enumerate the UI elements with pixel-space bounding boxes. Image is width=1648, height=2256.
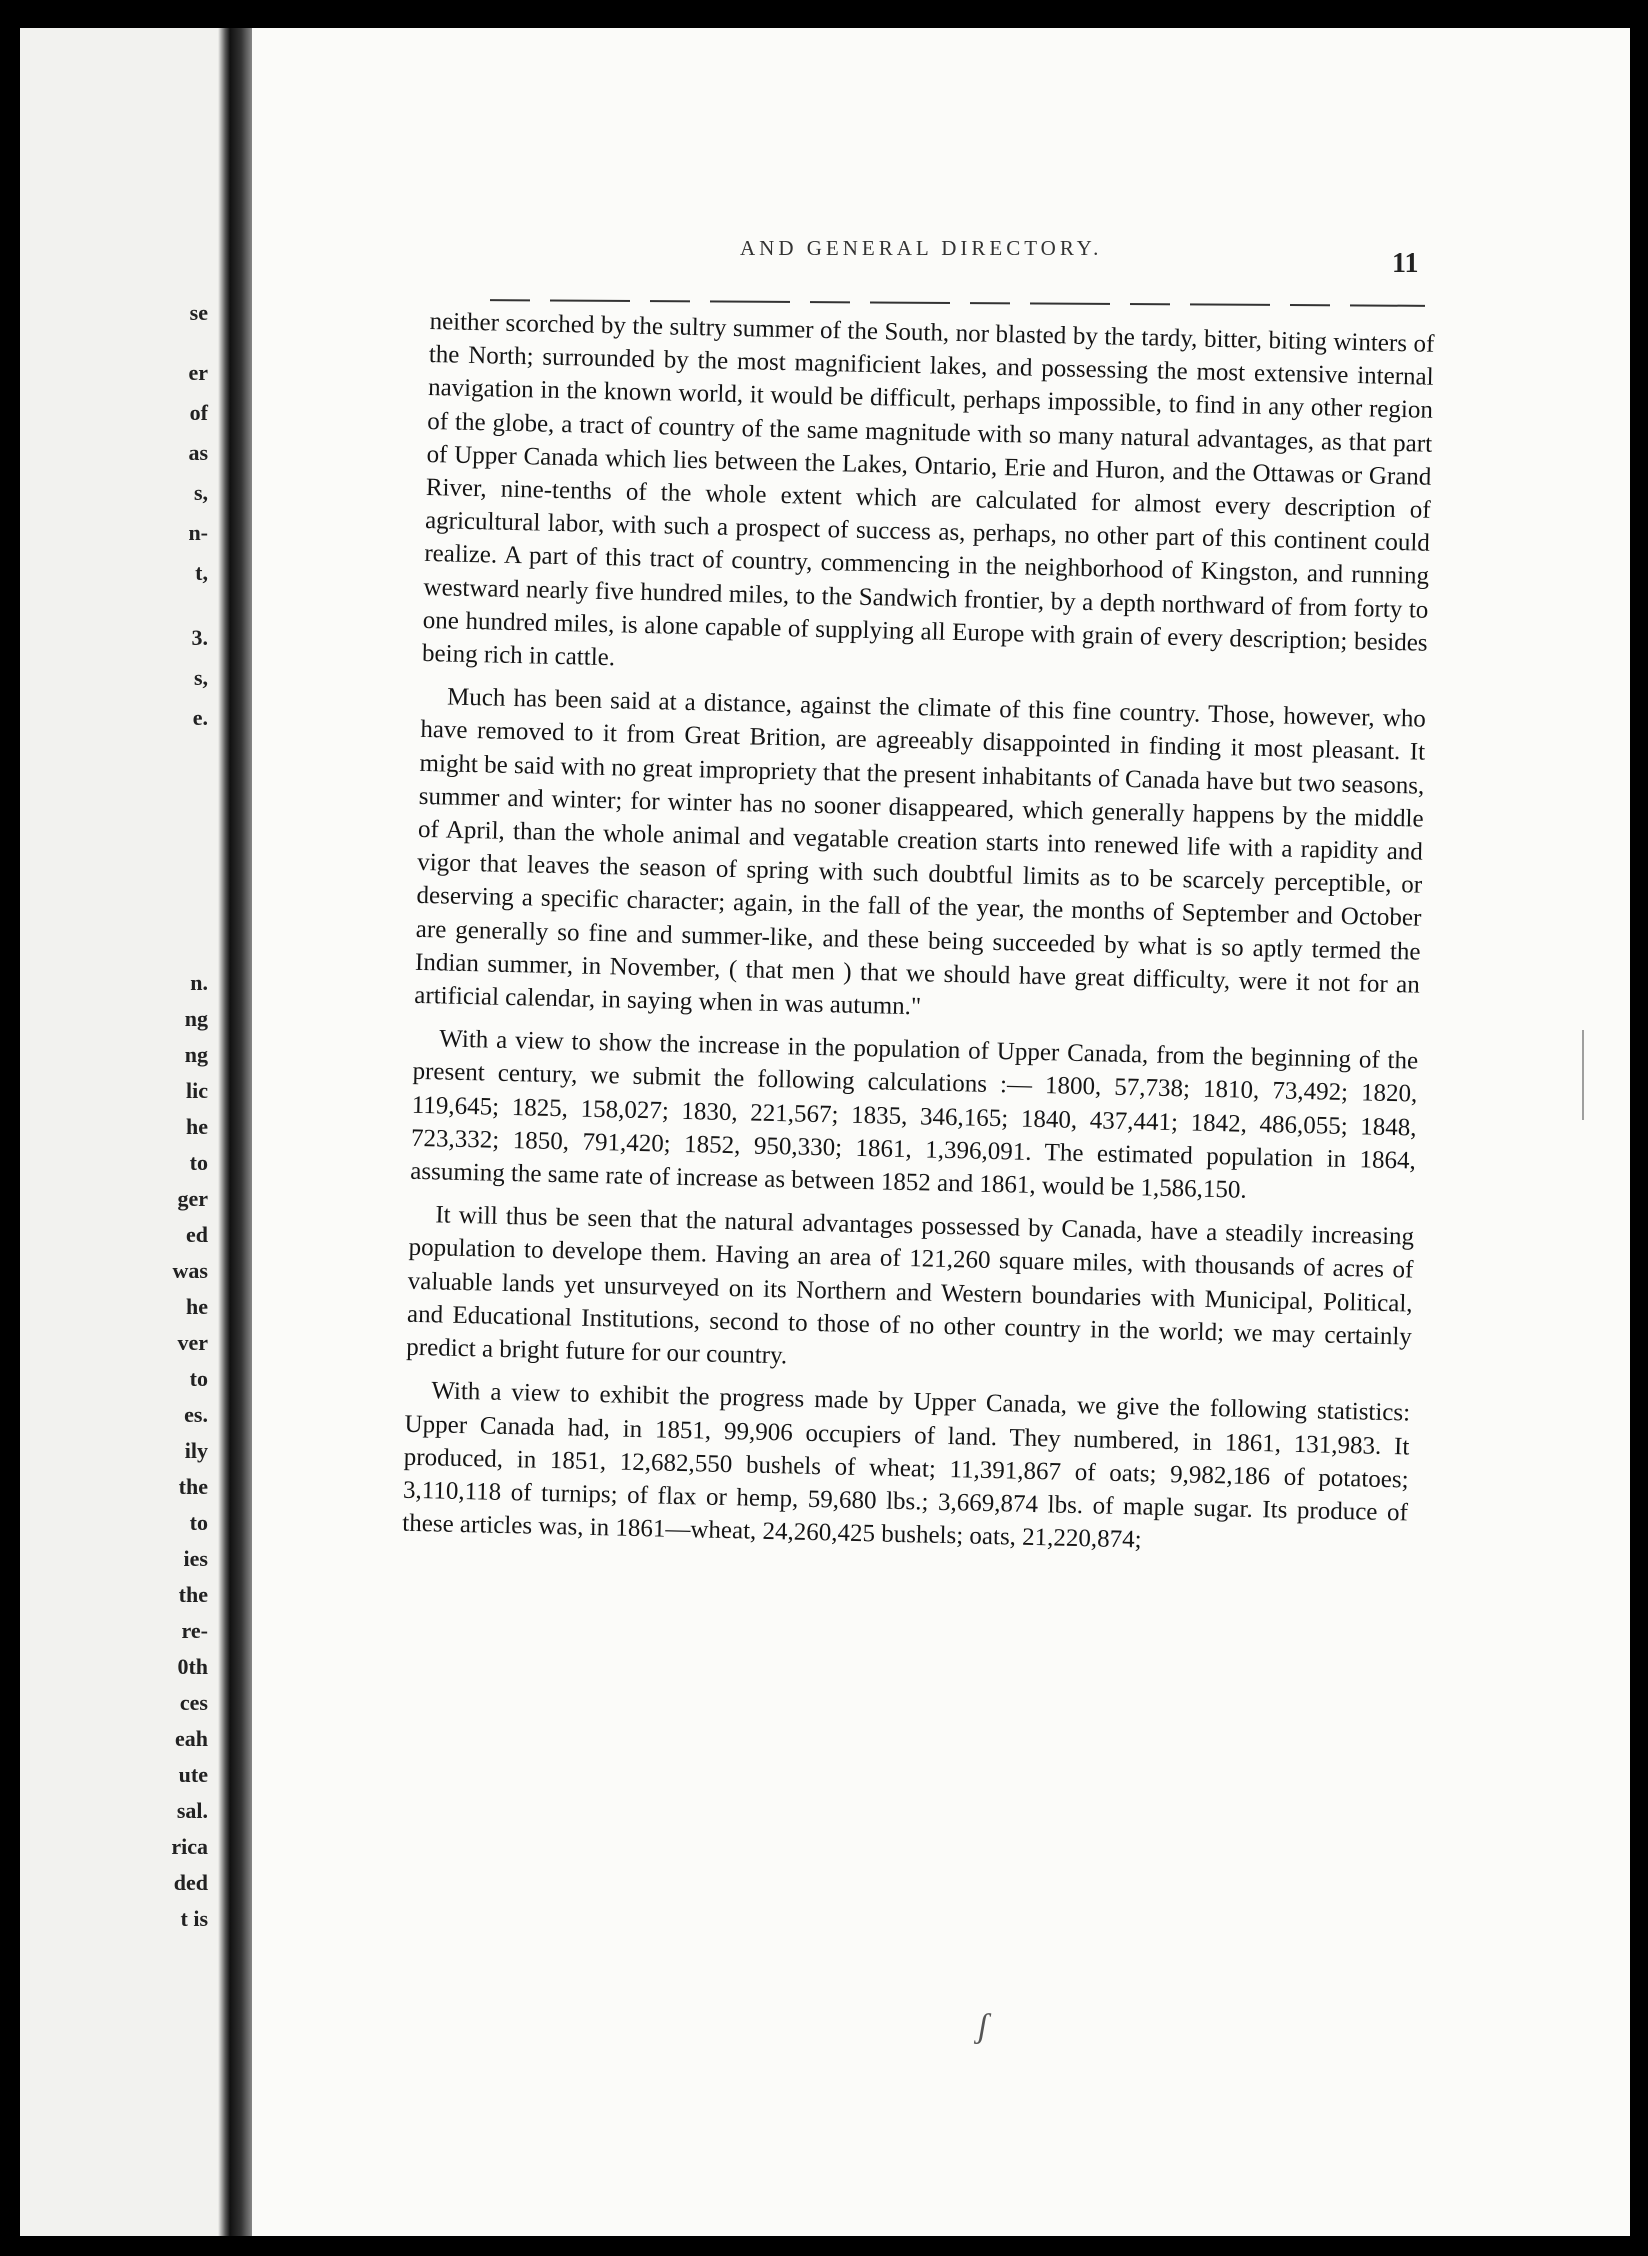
page-number: 11 (1392, 248, 1419, 279)
previous-page-fragment: ng (184, 1042, 208, 1067)
previous-page-fragment: the (178, 1582, 208, 1607)
previous-page-fragment: ily (184, 1438, 208, 1463)
previous-page-fragment: 0th (177, 1654, 208, 1679)
previous-page-fragment: to (189, 1150, 208, 1175)
previous-page-edge (20, 28, 230, 2236)
pencil-mark: ʃ (978, 2008, 988, 2045)
previous-page-fragment: sal. (176, 1798, 208, 1823)
paragraph-climate-continuation: neither scorched by the sultry summer of the South, nor blasted by the tardy, bitter, biting winters of the North; surrounded by the most magnificient lakes, and possessing the most extensive internal navigation in the known world, it would be difficult, perhaps impossible, to find in any other region of the globe, a tract of country of the same magnitude with so many natural advantages, as that part of Upper Canada which lies between the Lakes, Ontario, Erie and Huron, and the Ottawas or Grand River, nine-tenths of the whole extent which are calculated for almost every description of agricultural labor, with such a prospect of success as, perhaps, no other part of this continent could realize. A part of this tract of country, commencing in the neighborhood of Kingston, and running westward nearly five hundred miles, to the Sandwich frontier, by a depth northward of from forty to one hundred miles, is alone capable of supplying all Europe with grain of every description; besides being rich in cattle. (421, 307, 1435, 672)
scan-border-left (0, 0, 20, 2256)
book-gutter (230, 28, 252, 2236)
running-head: AND GENERAL DIRECTORY. (740, 236, 1103, 260)
previous-page-fragment: e. (192, 705, 208, 730)
previous-page-fragment: ng (184, 1006, 208, 1031)
paragraph-statistics: With a view to exhibit the progress made by Upper Canada, we give the following statistics: Upper Canada had, in 1851, 99,906 occupiers of land. They numbered, in 1861, 131,983. It produced, in 1851, 12,682,550 bushels of wheat; 11,391,867 of oats; 9,982,186 of potatoes; 3,110,118 of turnips; of flax or hemp, 59,680 lbs.; 3,669,874 lbs. of maple sugar. Its produce of these articles was, in 1861—wheat, 24,260,425 bushels; oats, 21,220,874; (402, 1377, 1411, 1554)
previous-page-fragment: t is (180, 1906, 208, 1931)
previous-page-fragment: ute (178, 1762, 208, 1787)
previous-page-fragment: he (186, 1294, 208, 1319)
previous-page-fragment: the (178, 1474, 208, 1499)
previous-page-fragment: as (188, 440, 208, 465)
previous-page-fragment: ces (179, 1690, 208, 1715)
previous-page-fragment: er (188, 360, 208, 385)
previous-page-fragment: of (189, 400, 208, 425)
previous-page-fragment: n. (190, 970, 208, 995)
margin-mark (1582, 1030, 1598, 1120)
previous-page-fragment: t, (195, 560, 208, 585)
previous-page-fragment: n- (188, 520, 208, 545)
previous-page-fragment: ies (183, 1546, 208, 1571)
previous-page-fragment: se (189, 300, 208, 325)
scan-border-top (0, 0, 1648, 28)
previous-page-fragment: rica (171, 1834, 208, 1859)
previous-page-fragment: was (172, 1258, 208, 1283)
previous-page-fragment: 3. (191, 625, 208, 650)
previous-page-fragment: s, (193, 665, 208, 690)
page-curl-shadow (218, 28, 230, 2236)
previous-page-fragment: es. (184, 1402, 208, 1427)
previous-page-fragment: ded (173, 1870, 208, 1895)
body-text (402, 305, 1435, 1563)
previous-page-fragment: ver (177, 1330, 208, 1355)
paragraph-population: With a view to show the increase in the population of Upper Canada, from the beginning of the present century, we submit the following calculations :— 1800, 57,738; 1810, 73,492; 1820, 119,645; 1825, 158,027; 1830, 221,567; 1835, 346,165; 1840, 437,441; 1842, 486,055; 1848, 723,332; 1850, 791,420; 1852, 950,330; 1861, 1,396,091. The estimated population in 1864, assuming the same rate of increase as between 1852 and 1861, would be 1,586,150. (410, 1025, 1419, 1204)
previous-page-fragment: eah (175, 1726, 208, 1751)
paragraph-advantages: It will thus be seen that the natural advantages possessed by Canada, have a steadily increasing population to develope them. Having an area of 121,260 square miles, with thousands of acres of valuable lands yet unsurveyed on its Northern and Western boundaries with Municipal, Political, and Educational Institutions, second to those of no other country in the world; we may certainly predict a bright future for our country. (406, 1201, 1415, 1370)
paragraph-climate: Much has been said at a distance, against the climate of this fine country. Those, however, who have removed to it from Great Brition, are agreeably disappointed in finding it most pleasant. It might be said with no great impropriety that the present inhabitants of Canada have but two seasons, summer and winter; for winter has no sooner disappeared, which generally happens by the middle of April, than the whole animal and vegatable creation starts into renewed life with a rapidity and vigor that leaves the season of spring with such doubtful limits as to be scarcely perceptible, or deserving a specific character; again, in the fall of the year, the months of September and October are generally so fine and summer-like, and these being succeeded by what is so aptly termed the Indian summer, in November, ( that men ) that we should have great difficulty, were it not for an artificial calendar, in saying when in was autumn." (414, 683, 1427, 1021)
previous-page-fragment: to (189, 1366, 208, 1391)
previous-page-fragment: to (189, 1510, 208, 1535)
previous-page-fragment: ed (186, 1222, 208, 1247)
previous-page-fragment: ger (177, 1186, 208, 1211)
previous-page-fragment: re- (181, 1618, 208, 1643)
previous-page-fragment: he (186, 1114, 208, 1139)
previous-page-fragment: s, (193, 480, 208, 505)
scan-border-right (1630, 0, 1648, 2256)
scan-border-bottom (0, 2236, 1648, 2256)
previous-page-fragment: lic (186, 1078, 208, 1103)
